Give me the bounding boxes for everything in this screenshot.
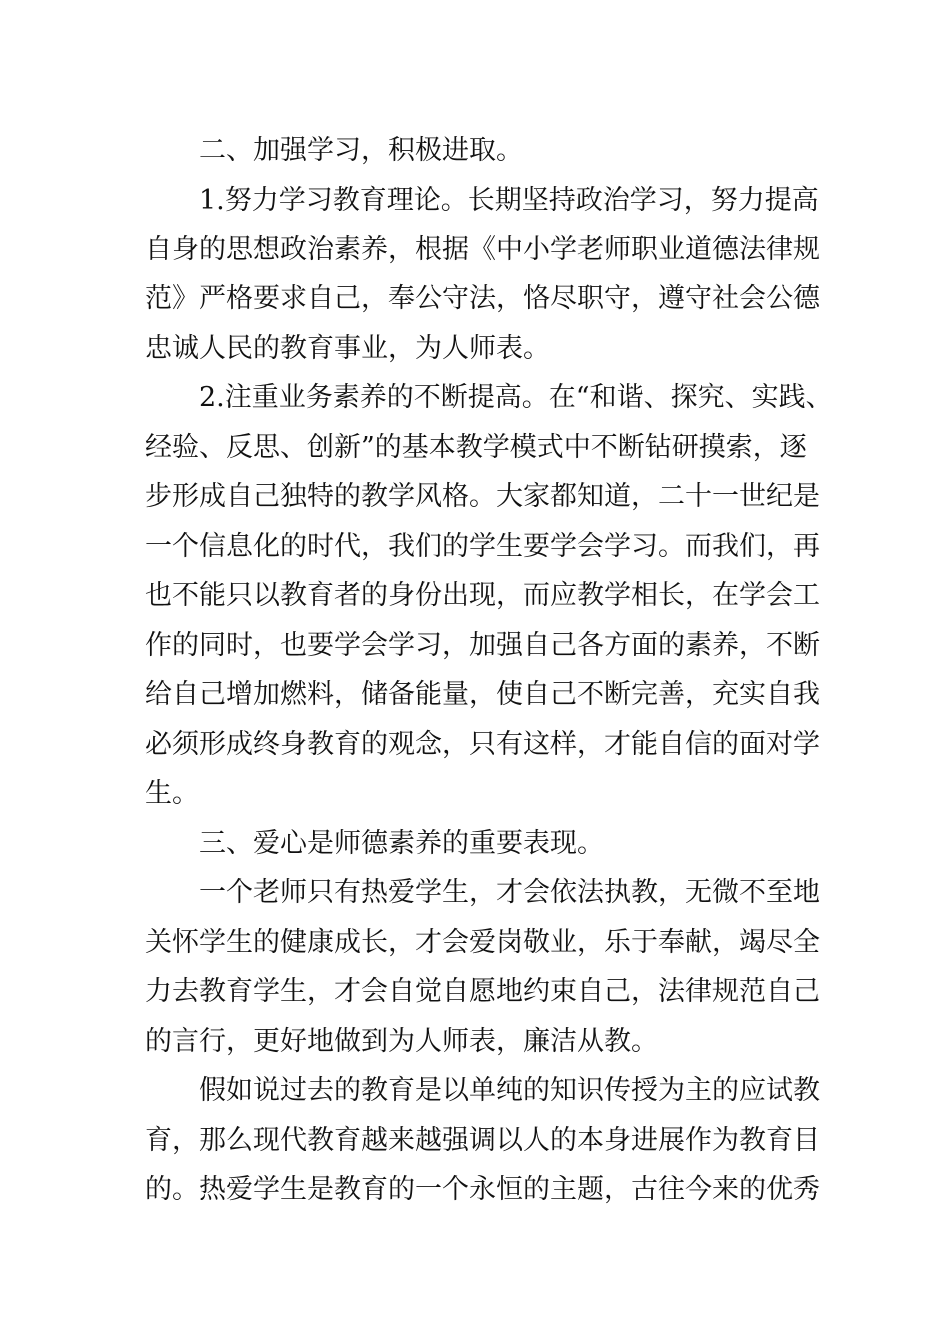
paragraph-line: 一个老师只有热爱学生，才会依法执教，无微不至地 bbox=[199, 877, 820, 908]
paragraph-line: 给自己增加燃料，储备能量，使自己不断完善，充实自我 bbox=[145, 679, 820, 710]
paragraph-line: 假如说过去的教育是以单纯的知识传授为主的应试教 bbox=[199, 1075, 820, 1106]
paragraph-line: 经验、反思、创新”的基本教学模式中不断钻研摸索，逐 bbox=[145, 432, 807, 463]
paragraph-line: 必须形成终身教育的观念，只有这样，才能自信的面对学 bbox=[145, 729, 820, 760]
paragraph-line: 1.努力学习教育理论。长期坚持政治学习，努力提高 bbox=[199, 185, 819, 216]
paragraph-line: 自身的思想政治素养，根据《中小学老师职业道德法律规 bbox=[145, 234, 820, 265]
paragraph-line: 生。 bbox=[145, 778, 199, 809]
paragraph-line: 作的同时，也要学会学习，加强自己各方面的素养，不断 bbox=[145, 630, 820, 661]
paragraph-line: 的。热爱学生是教育的一个永恒的主题，古往今来的优秀 bbox=[145, 1174, 820, 1205]
paragraph-line: 范》严格要求自己，奉公守法，恪尽职守，遵守社会公德 bbox=[145, 283, 820, 314]
paragraph-line: 的言行，更好地做到为人师表，廉洁从教。 bbox=[145, 1026, 658, 1057]
paragraph-line: 步形成自己独特的教学风格。大家都知道，二十一世纪是 bbox=[145, 481, 820, 512]
paragraph-line: 一个信息化的时代，我们的学生要学会学习。而我们，再 bbox=[145, 531, 820, 562]
heading-section-2: 二、加强学习，积极进取。 bbox=[199, 135, 523, 166]
paragraph-line: 也不能只以教育者的身份出现，而应教学相长，在学会工 bbox=[145, 580, 820, 611]
paragraph-line: 力去教育学生，才会自觉自愿地约束自己，法律规范自己 bbox=[145, 976, 820, 1007]
heading-section-3: 三、爱心是师德素养的重要表现。 bbox=[199, 828, 604, 859]
paragraph-line: 2.注重业务素养的不断提高。在“和谐、探究、实践、 bbox=[199, 382, 833, 413]
paragraph-line: 关怀学生的健康成长，才会爱岗敬业，乐于奉献，竭尽全 bbox=[145, 927, 820, 958]
paragraph-line: 育，那么现代教育越来越强调以人的本身进展作为教育目 bbox=[145, 1125, 820, 1156]
paragraph-line: 忠诚人民的教育事业，为人师表。 bbox=[145, 333, 550, 364]
